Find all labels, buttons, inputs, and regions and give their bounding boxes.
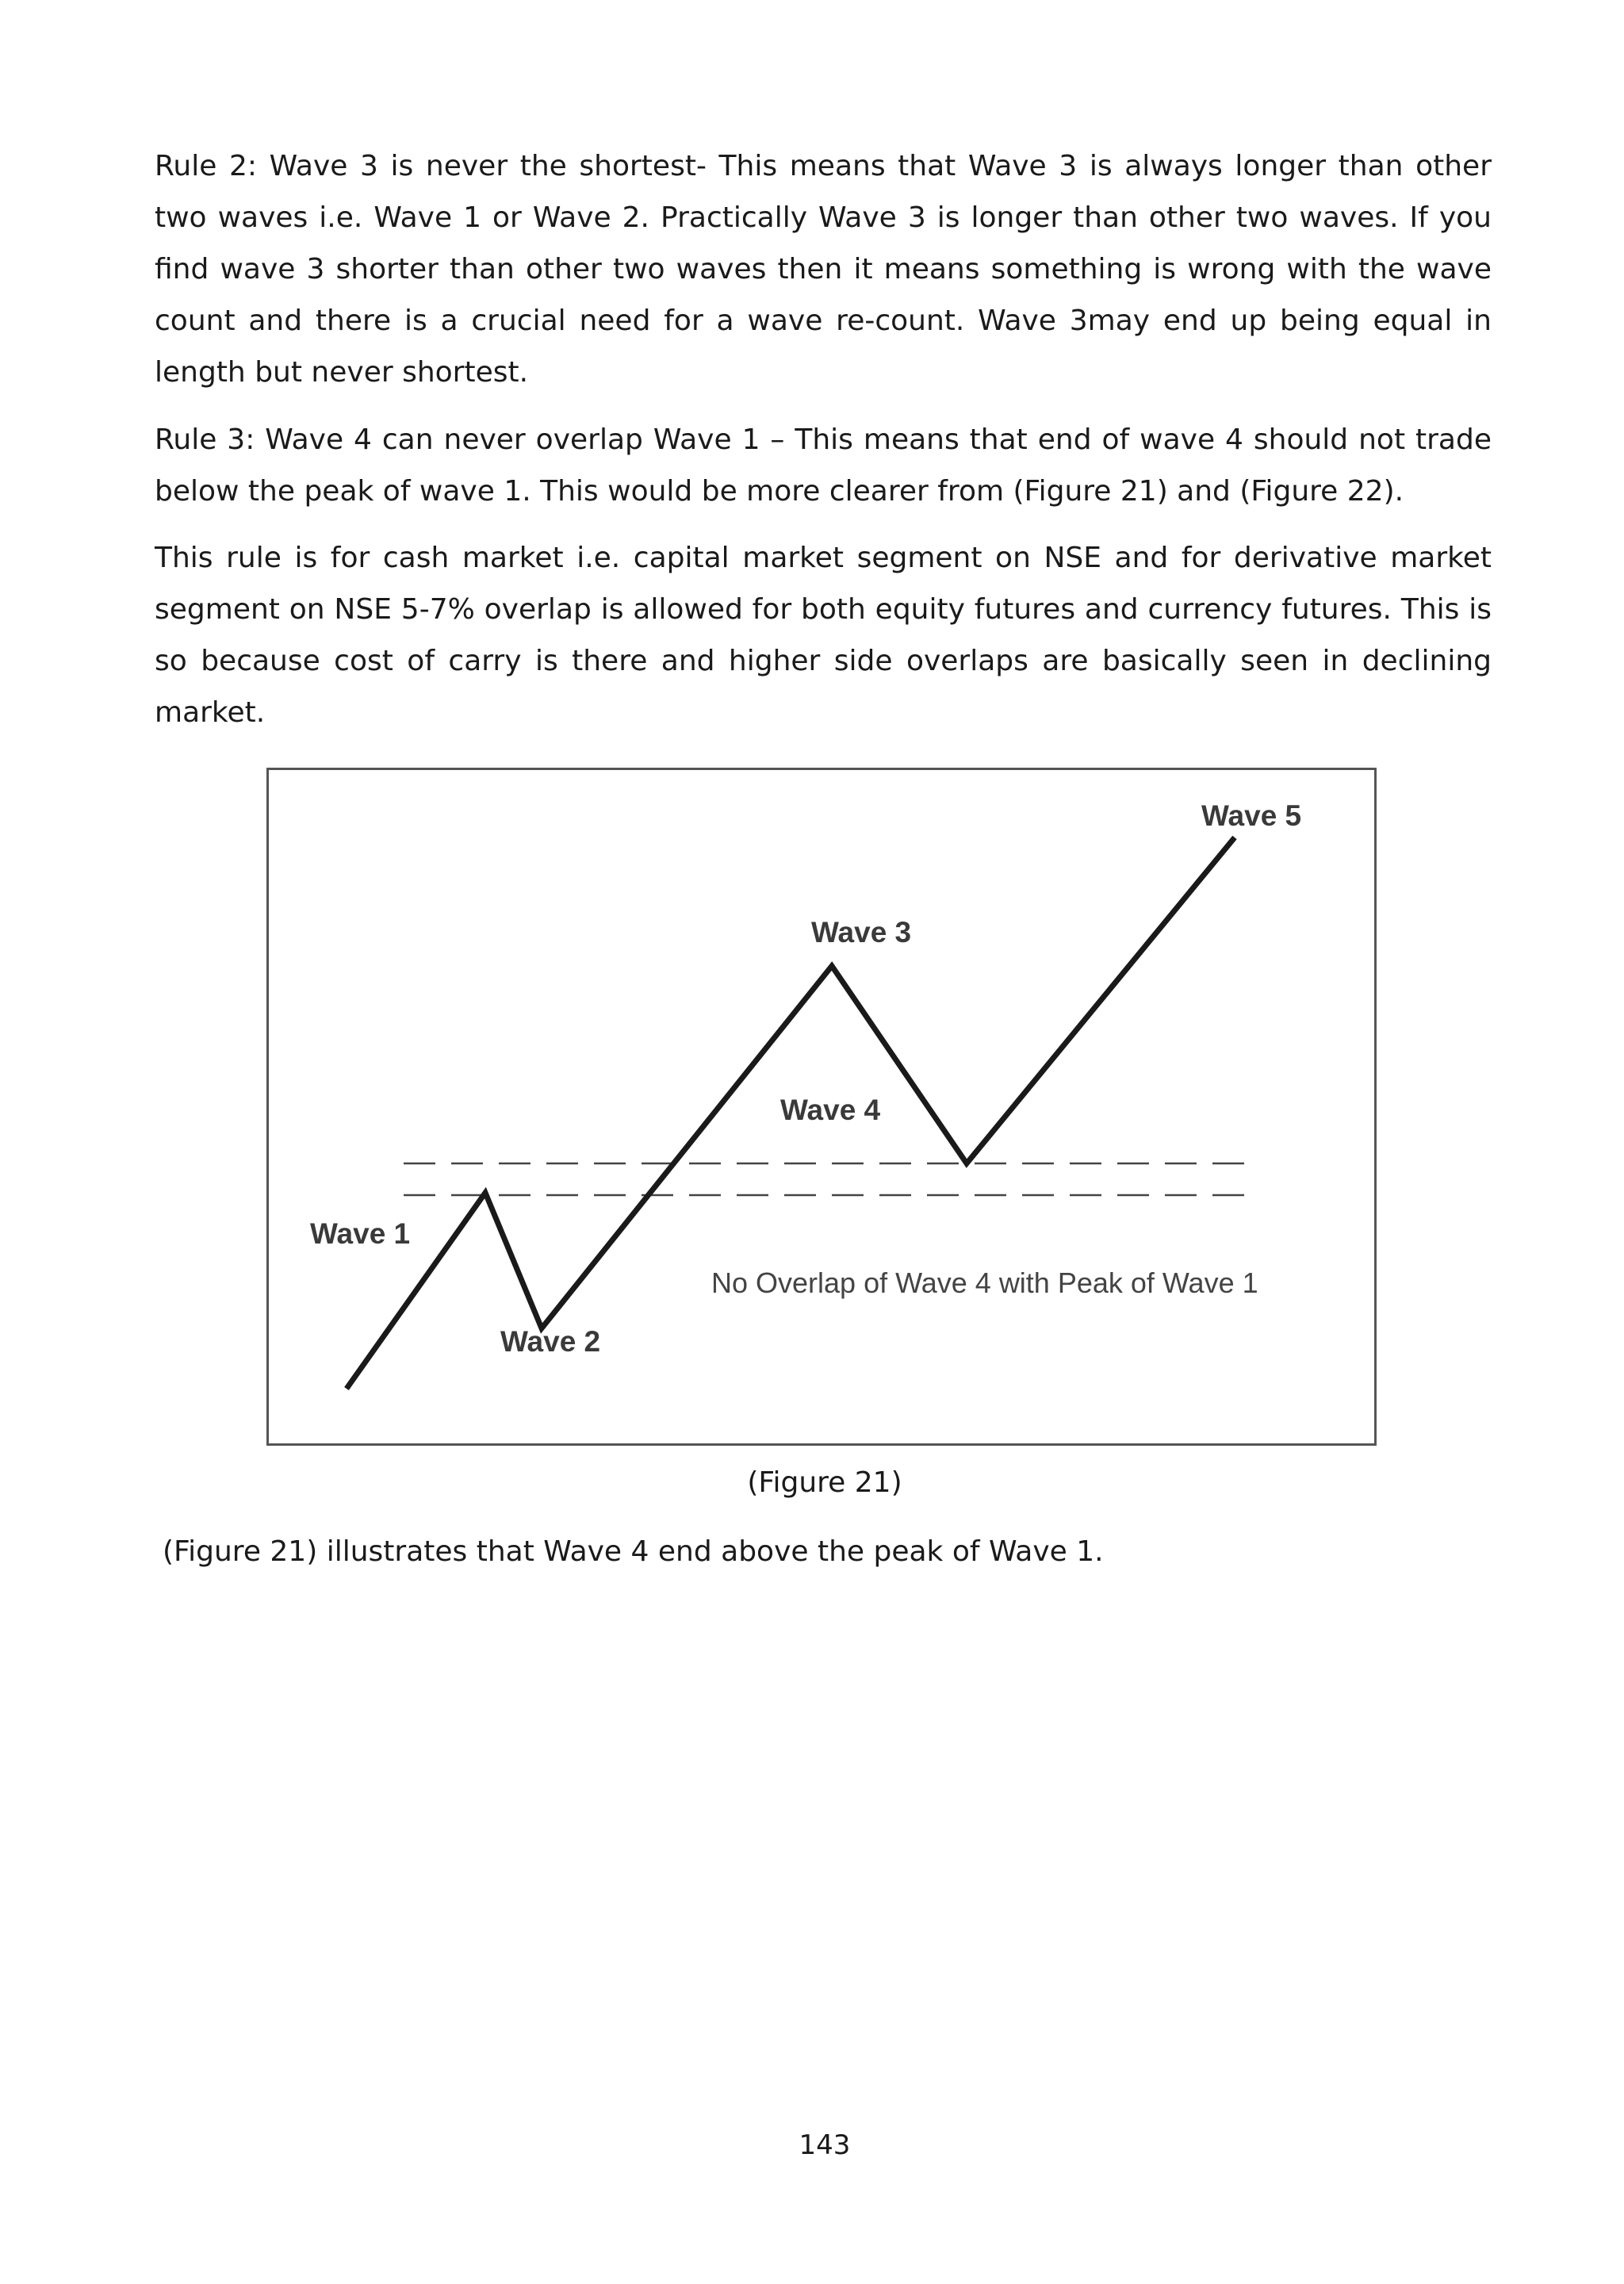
wave-4-label: Wave 4 <box>780 1094 881 1126</box>
paragraph-rule-3: Rule 3: Wave 4 can never overlap Wave 1 – This means that end of wave 4 should not trade below the peak of wave 1. This would be more clearer from (Figure 21) and (Figure 22). <box>155 423 1492 508</box>
paragraph-cash-market: This rule is for cash market i.e. capital market segment on NSE and for derivative market segment on NSE 5-7% overlap is allowed for both equity futures and currency futures. This is so because cost of carry is there and higher side overlaps are basically seen in declining market. <box>155 542 1492 729</box>
elliott-wave-diagram <box>269 770 1374 1443</box>
figure-note: (Figure 21) illustrates that Wave 4 end above the peak of Wave 1. <box>163 1535 1104 1568</box>
figure-caption: (Figure 21) <box>747 1466 902 1499</box>
wave-3-label: Wave 3 <box>811 916 912 948</box>
figure-21 <box>266 768 1377 1446</box>
no-overlap-annotation: No Overlap of Wave 4 with Peak of Wave 1 <box>711 1267 1258 1299</box>
wave-5-label: Wave 5 <box>1201 799 1302 832</box>
page-number: 143 <box>799 2129 851 2161</box>
wave-2-label: Wave 2 <box>500 1325 601 1358</box>
paragraph-rule-2: Rule 2: Wave 3 is never the shortest- This means that Wave 3 is always longer than other two waves i.e. Wave 1 or Wave 2. Practically Wave 3 is longer than other two waves. If you find wave 3 shorter than other two waves then it means something is wrong with the wave count and there is a crucial need for a wave re-count. Wave 3may end up being equal in length but never shortest. <box>155 150 1492 389</box>
wave-1-label: Wave 1 <box>310 1217 411 1250</box>
